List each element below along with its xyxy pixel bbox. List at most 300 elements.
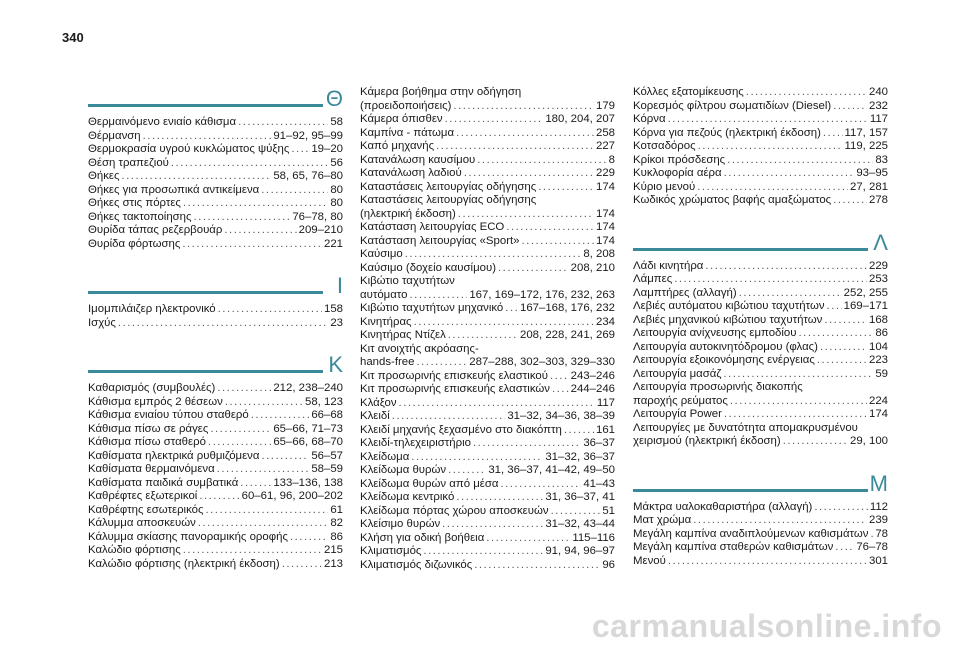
entry-text: Θήκες τακτοποίησης: [88, 210, 192, 223]
page-reference: 60–61, 96, 200–202: [241, 490, 343, 502]
index-entry: [633, 287, 888, 301]
dot-leader: [551, 505, 601, 519]
entry-text: Καθίσματα θερμαινόμενα: [88, 463, 215, 475]
entry-line: [633, 514, 888, 528]
entry-line: [633, 341, 888, 355]
dot-leader: [724, 167, 855, 181]
dot-leader: [824, 314, 867, 328]
index-entry: [88, 116, 343, 130]
entry-line: [88, 396, 343, 410]
entry-text: Καταστάσεις λειτουργίας οδήγησης: [360, 180, 537, 193]
entry-line: [360, 167, 615, 181]
index-entry: [633, 422, 888, 449]
dot-leader: [564, 424, 594, 438]
index-entry: [633, 300, 888, 314]
page-reference: 133–136, 138: [273, 476, 343, 489]
index-entry: [360, 559, 615, 573]
index-entry: [633, 408, 888, 422]
page-reference: 29, 100: [849, 435, 888, 447]
dot-leader: [705, 260, 867, 274]
index-column-3: [633, 86, 888, 568]
index-entry: [88, 382, 343, 396]
dot-leader: [693, 514, 867, 528]
entry-text: Κιτ προσωρινής επισκευής ελαστικών: [360, 383, 550, 395]
index-entry: [360, 532, 615, 546]
entry-text: Ματ χρώμα: [633, 514, 692, 526]
dot-leader: [238, 116, 328, 130]
section-rule: [633, 489, 868, 492]
index-entry: [88, 423, 343, 437]
entry-text: Καθρέφτης εσωτερικός: [88, 503, 204, 516]
entry-text: Λάδι κινητήρα: [633, 259, 704, 272]
index-entry: [88, 490, 343, 504]
entry-line: [88, 170, 343, 184]
dot-leader: [182, 238, 322, 252]
entry-text: Κινητήρας Ντίζελ: [360, 329, 446, 341]
dot-leader: [458, 208, 594, 222]
entry-line: [88, 423, 343, 437]
dot-leader: [823, 127, 843, 141]
entry-text: Ισχύς: [88, 316, 116, 329]
entry-line: [360, 410, 615, 424]
dot-leader: [448, 464, 486, 478]
entry-line: [633, 260, 888, 274]
page-reference: 229: [868, 259, 888, 272]
index-entry: [633, 140, 888, 154]
entry-line: [360, 208, 615, 222]
entry-line: [633, 86, 888, 100]
entry-line: [633, 327, 888, 341]
index-entry: [360, 275, 615, 302]
entry-text: Κάμερα βοήθημα στην οδήγηση: [360, 86, 522, 98]
index-entry: [360, 221, 615, 235]
page-reference: 213: [323, 557, 343, 570]
index-entry: [633, 381, 888, 408]
index-entry: [633, 341, 888, 355]
page-reference: 8, 208: [583, 248, 615, 260]
dot-leader: [261, 450, 309, 464]
section-header: [88, 352, 343, 382]
page-reference: 59: [875, 367, 888, 380]
entry-line: [360, 154, 615, 168]
entry-text: Ιμομπιλάιζερ ηλεκτρονικό: [88, 303, 216, 315]
entry-line: [633, 287, 888, 301]
index-entry: [633, 555, 888, 569]
page-reference: 161: [595, 423, 615, 436]
entry-line: [360, 221, 615, 235]
entry-text: Θυρίδα φόρτωσης: [88, 237, 181, 250]
entry-text: Κωδικός χρώματος βαφής αμαξώματος: [633, 194, 832, 206]
index-entry: [360, 464, 615, 478]
entry-line: [360, 491, 615, 505]
dot-leader: [291, 143, 309, 157]
page-reference: 215: [323, 544, 343, 556]
dot-leader: [261, 184, 328, 198]
page-reference: 229: [595, 167, 615, 179]
page-reference: 86: [875, 327, 888, 339]
entry-text: Κάλυμμα σκίασης πανοραμικής οροφής: [88, 530, 288, 543]
page-reference: 58, 123: [304, 395, 343, 408]
entry-text: Καθρέφτες εξωτερικοί: [88, 490, 198, 502]
entry-line: [88, 197, 343, 211]
entry-line: [360, 383, 615, 397]
entry-text: Καθίσματα ηλεκτρικά ρυθμιζόμενα: [88, 449, 260, 462]
entry-text: Καύσιμο: [360, 248, 403, 260]
index-entry: [633, 154, 888, 168]
entry-line: [360, 437, 615, 451]
dot-leader: [121, 170, 271, 184]
entry-line: [360, 235, 615, 249]
page-reference: 167, 169–172, 176, 232, 263: [469, 288, 615, 301]
entry-text: Κάλυμμα αποσκευών: [88, 517, 196, 529]
entry-line: [360, 505, 615, 519]
page-reference: 65–66, 68–70: [273, 436, 343, 448]
dot-leader: [217, 463, 310, 477]
dot-leader: [183, 544, 322, 558]
index-entry: [88, 184, 343, 198]
entry-line: [360, 113, 615, 127]
dot-leader: [668, 113, 868, 127]
index-column-2: [360, 86, 615, 572]
index-entry: [88, 558, 343, 572]
page-reference: 66–68: [311, 409, 343, 421]
section-gap: [88, 330, 343, 352]
dot-leader: [183, 197, 328, 211]
entry-line: [360, 424, 615, 438]
page-reference: 86: [330, 530, 343, 543]
index-entry: [360, 437, 615, 451]
page-reference: 243–246: [570, 369, 615, 382]
entry-text: Κατανάλωση λαδιού: [360, 167, 462, 179]
dot-leader: [870, 528, 873, 542]
entry-text: Θήκες: [88, 170, 120, 182]
page-number: 340: [62, 30, 84, 45]
dot-leader: [674, 273, 867, 287]
page-reference: 212, 238–240: [273, 382, 343, 394]
entry-line: [633, 555, 888, 569]
entry-text: Κρίκοι πρόσδεσης: [633, 153, 726, 166]
page-reference: 253: [868, 273, 888, 285]
dot-leader: [799, 327, 874, 341]
page-reference: 56: [330, 156, 343, 169]
entry-text: Μεγάλη καμπίνα αναδιπλούμενων καθισμάτων: [633, 527, 869, 540]
entry-text: Κλιματισμός διζωνικός: [360, 558, 473, 571]
page-reference: 287–288, 302–303, 329–330: [469, 356, 615, 368]
entry-text: Καταστάσεις λειτουργίας οδήγησης: [360, 194, 537, 206]
page-reference: 232: [868, 99, 888, 112]
page-reference: 239: [868, 514, 888, 526]
dot-leader: [827, 300, 842, 314]
index-column-1: [88, 86, 343, 571]
page-reference: 158: [323, 303, 343, 315]
entry-text: Κοτσαδόρος: [633, 140, 696, 152]
index-entry: [88, 130, 343, 144]
entry-text: Καμπίνα - πάτωμα: [360, 126, 455, 139]
entry-line: [88, 504, 343, 518]
dot-leader: [739, 287, 842, 301]
page-reference: 104: [868, 340, 888, 353]
entry-text: Κάθισμα πίσω σταθερό: [88, 436, 206, 448]
page-reference: 240: [868, 86, 888, 98]
page-reference: 112: [869, 500, 888, 513]
page-reference: 168: [868, 313, 888, 326]
entry-line: [360, 370, 615, 384]
index-entry: [633, 194, 888, 208]
entry-text: Καλώδιο φόρτισης (ηλεκτρική έκδοση): [88, 557, 280, 570]
index-entry: [633, 514, 888, 528]
dot-leader: [290, 531, 328, 545]
dot-leader: [251, 409, 310, 423]
entry-text: Θερμοκρασία υγρού κυκλώματος ψύξης: [88, 143, 290, 155]
entry-text: Κόρνα: [633, 113, 666, 125]
page-reference: 41–43: [583, 477, 615, 490]
entry-line: [360, 262, 615, 276]
entry-line: [633, 154, 888, 168]
page-reference: 19–20: [311, 143, 343, 155]
index-entry: [633, 127, 888, 141]
dot-leader: [506, 221, 594, 235]
entry-line: [633, 368, 888, 382]
index-entry: [360, 262, 615, 276]
entry-text: παροχής ρεύματος: [633, 394, 728, 407]
entry-line: [88, 143, 343, 157]
entry-text: Κιβώτιο ταχυτήτων: [360, 275, 455, 287]
entry-line: [88, 211, 343, 225]
dot-leader: [456, 127, 594, 141]
index-entry: [360, 316, 615, 330]
page-reference: 174: [868, 408, 888, 420]
entry-line: [633, 435, 888, 449]
page-reference: 23: [330, 316, 343, 329]
index-entry: [88, 197, 343, 211]
index-entry: [88, 436, 343, 450]
page-reference: 61: [330, 503, 343, 516]
page-reference: 278: [868, 194, 888, 206]
dot-leader: [835, 541, 854, 555]
entry-text: Κλειδί-τηλεχειριστήριο: [360, 437, 471, 449]
page-reference: 208, 210: [570, 261, 615, 274]
entry-line: [88, 238, 343, 252]
dot-leader: [118, 317, 328, 331]
index-entry: [633, 260, 888, 274]
entry-text: Κλείδωμα θυρών από μέσα: [360, 477, 499, 490]
entry-text: Θήκες στις πόρτες: [88, 197, 181, 209]
entry-line: [88, 490, 343, 504]
entry-text: Θέρμανση: [88, 129, 141, 142]
entry-line: [633, 100, 888, 114]
entry-text: Λειτουργία προσωρινής διακοπής: [633, 381, 803, 393]
entry-text: Λειτουργία εξοικονόμησης ενέργειας: [633, 354, 815, 366]
index-entry: [360, 140, 615, 154]
entry-line: [633, 528, 888, 542]
dot-leader: [698, 140, 843, 154]
dot-leader: [833, 100, 867, 114]
index-entry: [88, 157, 343, 171]
entry-text: (ηλεκτρική έκδοση): [360, 207, 456, 220]
index-entry: [360, 518, 615, 532]
page-reference: 117, 157: [844, 126, 888, 139]
page-reference: 180, 204, 207: [545, 113, 615, 125]
dot-leader: [820, 341, 867, 355]
dot-leader: [218, 303, 322, 317]
entry-line: [360, 248, 615, 262]
dot-leader: [224, 224, 296, 238]
section-letter: Κ: [328, 352, 343, 377]
index-entry: [633, 181, 888, 195]
index-entry: [633, 86, 888, 100]
entry-text: Κλήση για οδική βοήθεια: [360, 531, 485, 544]
page-reference: 36–37: [583, 437, 615, 449]
entry-line: [88, 477, 343, 491]
section-rule: [88, 370, 323, 373]
page-reference: 31, 36–37, 41–42, 49–50: [488, 464, 615, 476]
entry-text: Κλείδωμα: [360, 450, 410, 463]
dot-leader: [473, 437, 581, 451]
dot-leader: [727, 154, 873, 168]
entry-line: [360, 356, 615, 370]
page-reference: 58–59: [311, 463, 343, 475]
entry-line: [360, 451, 615, 465]
dot-leader: [416, 356, 467, 370]
entry-text: Κιτ προσωρινής επισκευής ελαστικού: [360, 369, 548, 382]
entry-line: [88, 463, 343, 477]
entry-text: Κατάσταση λειτουργίας «Sport»: [360, 234, 520, 247]
index-entry: [88, 303, 343, 317]
page-reference: 167–168, 176, 232: [519, 302, 615, 314]
entry-text: Κύριο μενού: [633, 180, 696, 193]
entry-text: Κλείδωμα πόρτας χώρου αποσκευών: [360, 504, 549, 517]
dot-leader: [194, 211, 291, 225]
page-reference: 27, 281: [849, 180, 888, 193]
dot-leader: [392, 410, 506, 424]
page-reference: 31–32, 34–36, 38–39: [507, 410, 615, 422]
dot-leader: [817, 354, 867, 368]
entry-text: Θερμαινόμενο ενιαίο κάθισμα: [88, 116, 237, 128]
dot-leader: [240, 477, 271, 491]
page-reference: 227: [595, 140, 615, 152]
section-letter: Μ: [869, 470, 888, 496]
index-entry: [88, 409, 343, 423]
page-reference: 80: [330, 183, 343, 196]
entry-line: [88, 558, 343, 572]
page-reference: 78: [875, 527, 888, 540]
entry-text: Κιβώτιο ταχυτήτων μηχανικό: [360, 302, 504, 314]
index-entry: [633, 327, 888, 341]
entry-text: Καθίσματα παιδικά συμβατικά: [88, 476, 239, 489]
entry-text: Κατάσταση λειτουργίας ECO: [360, 221, 505, 233]
dot-leader: [217, 382, 271, 396]
index-entry: [633, 528, 888, 542]
index-entry: [633, 501, 888, 515]
page-reference: 174: [595, 180, 615, 193]
page-reference: 31–32, 43–44: [545, 518, 615, 530]
page-reference: 244–246: [570, 383, 615, 395]
entry-line: [360, 289, 615, 303]
page-reference: 80: [330, 197, 343, 209]
index-entry: [360, 397, 615, 411]
dot-leader: [409, 289, 467, 303]
section-header: [633, 230, 888, 260]
index-entry: [360, 248, 615, 262]
entry-line: [88, 130, 343, 144]
dot-leader: [436, 140, 594, 154]
index-entry: [88, 477, 343, 491]
dot-leader: [423, 545, 543, 559]
entry-text: χειρισμού (ηλεκτρική έκδοση): [633, 435, 781, 447]
entry-text: Κλείσιμο θυρών: [360, 518, 441, 530]
entry-line: [360, 464, 615, 478]
index-entry: [88, 450, 343, 464]
entry-line: [633, 354, 888, 368]
dot-leader: [486, 532, 570, 546]
dot-leader: [405, 248, 582, 262]
page-reference: 51: [602, 504, 615, 517]
index-entry: [360, 329, 615, 343]
dot-leader: [205, 504, 328, 518]
entry-text: Θήκες για προσωπικά αντικείμενα: [88, 183, 260, 196]
page-reference: 83: [875, 153, 888, 166]
entry-text: Κλειδί: [360, 410, 390, 422]
entry-text: Καλώδιο φόρτισης: [88, 544, 181, 556]
entry-text: Λεβιές μηχανικού κιβώτιου ταχυτήτων: [633, 313, 823, 326]
page-reference: 208, 228, 241, 269: [519, 329, 615, 341]
dot-leader: [208, 436, 271, 450]
entry-text: Κυκλοφορία αέρα: [633, 167, 722, 179]
index-entry: [360, 127, 615, 141]
index-entry: [88, 170, 343, 184]
index-entry: [360, 370, 615, 384]
dot-leader: [668, 555, 867, 569]
entry-text: Κλιματισμός: [360, 545, 422, 557]
entry-line: [360, 316, 615, 330]
entry-line: [88, 544, 343, 558]
entry-line: [633, 501, 888, 515]
entry-text: αυτόματο: [360, 288, 408, 301]
entry-text: Μενού: [633, 554, 666, 567]
index-entry: [360, 451, 615, 465]
entry-text: Καπό μηχανής: [360, 140, 435, 152]
index-entry: [633, 113, 888, 127]
entry-text: (προειδοποιήσεις): [360, 99, 452, 112]
dot-leader: [505, 302, 518, 316]
index-entry: [633, 354, 888, 368]
page-reference: 91, 94, 96–97: [545, 545, 615, 557]
entry-text: Κόλλες εξατομίκευσης: [633, 86, 744, 98]
index-entry: [360, 167, 615, 181]
entry-text: Κάθισμα ενιαίου τύπου σταθερό: [88, 409, 249, 421]
dot-leader: [814, 501, 867, 515]
entry-text: Κλάξον: [360, 396, 397, 409]
section-rule: [633, 248, 868, 251]
entry-line: [88, 184, 343, 198]
entry-text: Θέση τραπεζιού: [88, 156, 169, 169]
index-entry: [360, 410, 615, 424]
entry-text: Μεγάλη καμπίνα σταθερών καθισμάτων: [633, 541, 834, 553]
dot-leader: [399, 397, 595, 411]
entry-text: Κορεσμός φίλτρου σωματιδίων (Diesel): [633, 99, 832, 112]
section-letter: Λ: [873, 229, 888, 255]
index-entry: [633, 368, 888, 382]
index-entry: [633, 541, 888, 555]
entry-line: [88, 317, 343, 331]
index-entry: [88, 143, 343, 157]
entry-text: Λειτουργία Power: [633, 408, 722, 420]
entry-line: [633, 273, 888, 287]
dot-leader: [225, 396, 303, 410]
dot-leader: [498, 262, 569, 276]
index-entry: [88, 463, 343, 477]
dot-leader: [723, 368, 873, 382]
